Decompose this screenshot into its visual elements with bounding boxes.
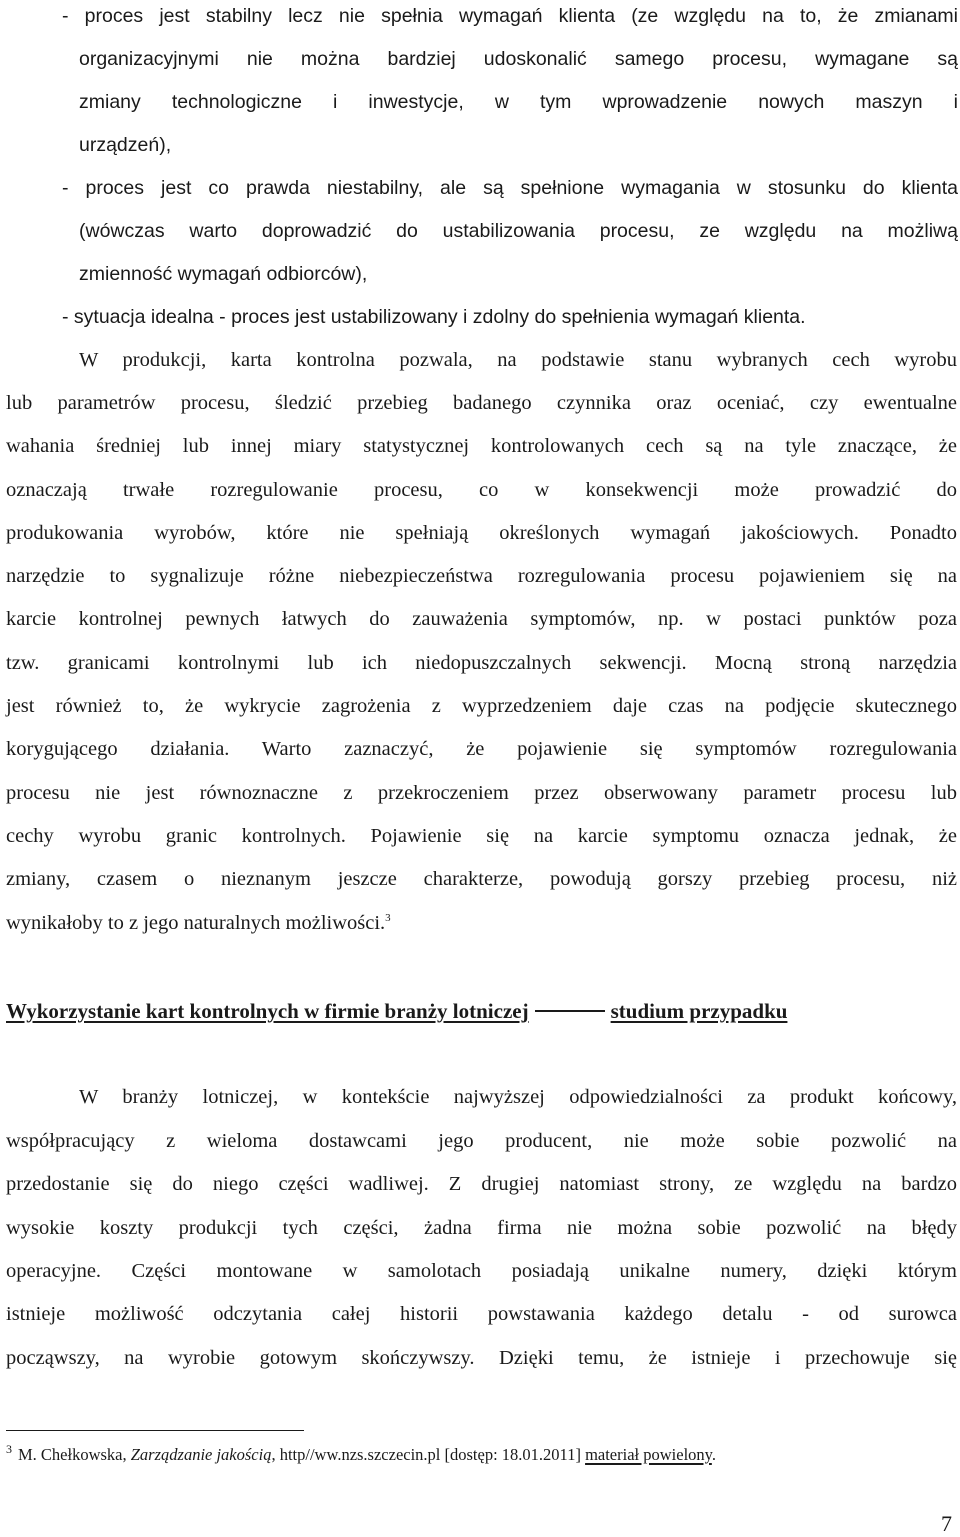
paragraph-line-text: wynikałoby to z jego naturalnych możliwości. [6,912,386,934]
paragraph-line: oznaczają trwałe rozregulowanie procesu, co w konsekwencji może prowadzić do [6,479,957,501]
footnote-source: , http//ww.nzs.szczecin.pl [dostęp: 18.01.2011] [271,1445,586,1464]
paragraph-line: cechy wyrobu granic kontrolnych. Pojawienie się na karcie symptomu oznacza jednak, że [6,825,957,847]
footnote-number: 3 [6,1442,12,1456]
bullet-line: - proces jest co prawda niestabilny, ale są spełnione wymagania w stosunku do klienta [62,177,958,199]
paragraph-line: karcie kontrolnej pewnych łatwych do zauważenia symptomów, np. w postaci punktów poza [6,608,957,630]
paragraph-line: zmiany, czasem o nieznanym jeszcze charakterze, powodują gorszy przebieg procesu, niż [6,868,957,890]
bullet-line: urządzeń), [79,134,172,156]
paragraph-line: lub parametrów procesu, śledzić przebieg badanego czynnika oraz oceniać, czy ewentualne [6,392,957,414]
paragraph-line: W produkcji, karta kontrolna pozwala, na podstawie stanu wybranych cech wyrobu [79,349,957,371]
paragraph-line: narzędzie to sygnalizuje różne niebezpieczeństwa rozregulowania procesu pojawieniem się na [6,565,957,587]
bullet-line: zmienność wymagań odbiorców), [79,263,368,285]
bullet-line: zmiany technologiczne i inwestycje, w tym wprowadzenie nowych maszyn i [79,91,958,113]
paragraph-line: jest również to, że wykrycie zagrożenia z wyprzedzeniem daje czas na podjęcie skutecznego [6,695,957,717]
footnote-note: materiał powielony [585,1445,712,1464]
paragraph-last-line [6,911,391,935]
paragraph-line: przedostanie się do niego części wadliwej. Z drugiej natomiast strony, ze względu na bardzo [6,1173,957,1195]
footnote-period: . [711,1445,716,1464]
paragraph-line: korygującego działania. Warto zaznaczyć, że pojawienie się symptomów rozregulowania [6,738,957,760]
footnote-separator [6,1430,304,1431]
page-number: 7 [941,1511,952,1536]
paragraph-line: tzw. granicami kontrolnymi lub ich niedopuszczalnych sekwencji. Mocną stroną narzędzia [6,652,957,674]
paragraph-line: wahania średniej lub innej miary statystycznej kontrolowanych cech są na tyle znaczące, że [6,435,957,457]
bullet-line: (wówczas warto doprowadzić do ustabilizowania procesu, ze względu na możliwą [79,220,958,242]
footnote-author: M. Chełkowska, [18,1445,131,1464]
footnote [6,1444,716,1467]
section-heading-tail: studium przypadku [610,999,788,1023]
section-heading-lead: Wykorzystanie kart kontrolnych w firmie branży lotniczej [6,999,529,1023]
paragraph-line: W branży lotniczej, w kontekście najwyższej odpowiedzialności za produkt końcowy, [79,1086,957,1108]
paragraph-line: współpracujący z wieloma dostawcami jego producent, nie może sobie pozwolić na [6,1130,957,1152]
paragraph-line: począwszy, na wyrobie gotowym skończywszy. Dzięki temu, że istnieje i przechowuje się [6,1347,957,1369]
paragraph-line: produkowania wyrobów, które nie spełniają określonych wymagań jakościowych. Ponadto [6,522,957,544]
paragraph-line: procesu nie jest równoznaczne z przekroczeniem przez obserwowany parametr procesu lub [6,782,957,804]
paragraph-line: operacyjne. Części montowane w samolotach posiadają unikalne numery, dzięki którym [6,1260,957,1282]
bullet-line: organizacyjnymi nie można bardziej udoskonalić samego procesu, wymagane są [79,48,958,70]
heading-dash [535,1010,605,1012]
paragraph-line: wysokie koszty produkcji tych części, żadna firma nie można sobie pozwolić na błędy [6,1217,957,1239]
section-heading [6,999,876,1023]
paragraph-line: istnieje możliwość odczytania całej historii powstawania każdego detalu - od surowca [6,1303,957,1325]
bullet-line: - proces jest stabilny lecz nie spełnia wymagań klienta (ze względu na to, że zmianami [62,5,958,27]
footnote-title: Zarządzanie jakością [130,1445,272,1464]
footnote-reference[interactable]: 3 [385,912,391,925]
bullet-line: - sytuacja idealna - proces jest ustabilizowany i zdolny do spełnienia wymagań klienta. [62,306,806,328]
